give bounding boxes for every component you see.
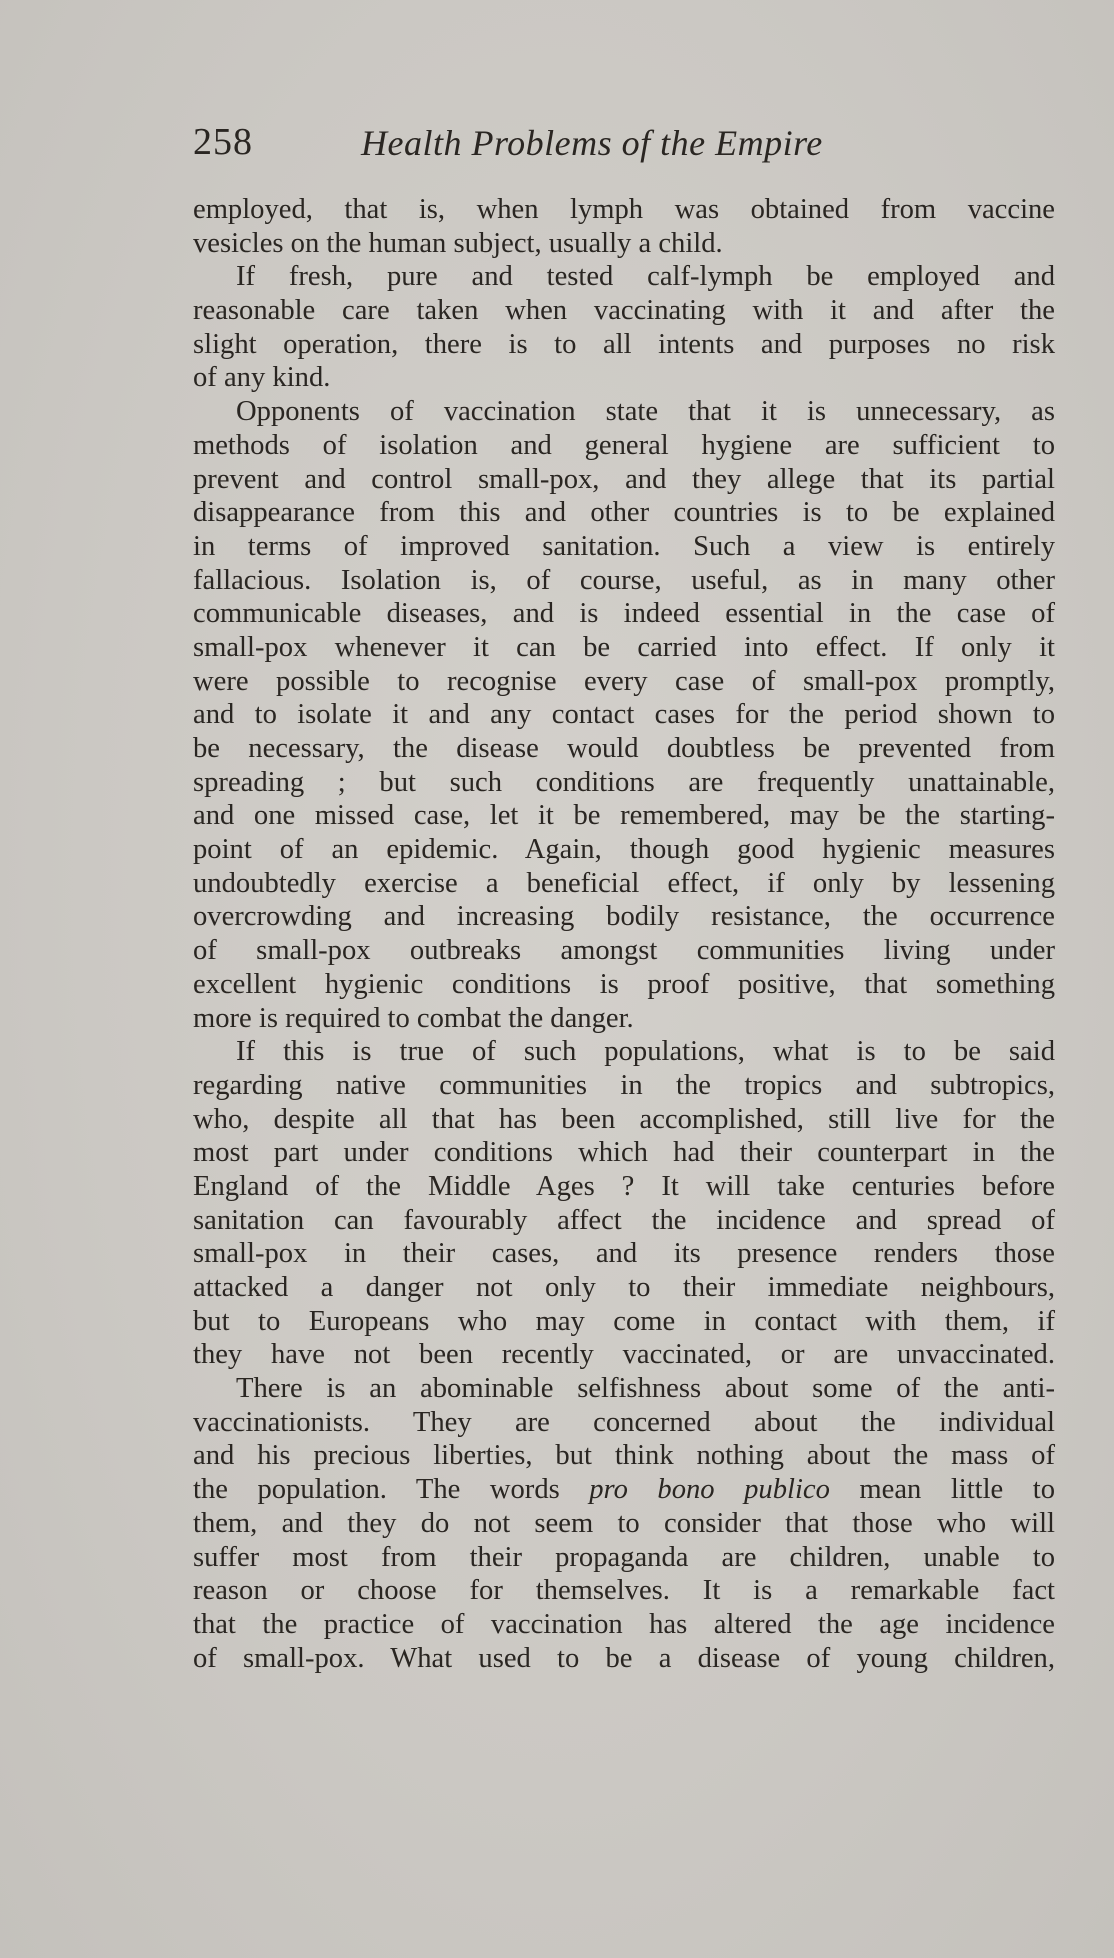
- text-line: be necessary, the disease would doubtless be prevented from: [193, 733, 1055, 764]
- text-line: attacked a danger not only to their immediate neighbours,: [193, 1272, 1055, 1303]
- text-line: reason or choose for themselves. It is a remarkable fact: [193, 1575, 1055, 1607]
- text-line: who, despite all that has been accomplished, still live for the: [193, 1103, 1055, 1135]
- text-line: spreading ; but such conditions are frequently unattainable,: [193, 766, 1055, 798]
- text-line: communicable diseases, and is indeed essential in the case of: [193, 598, 1055, 630]
- text-line: regarding native communities in the tropics and subtropics,: [193, 1069, 1055, 1101]
- text-line: reasonable care taken when vaccinating with it and after the: [193, 295, 1055, 327]
- text-line: [193, 1473, 1055, 1507]
- text-line: If this is true of such populations, what is to be said: [236, 1036, 1055, 1068]
- text-line: of small-pox. What used to be a disease of young children,: [193, 1642, 1055, 1674]
- text-line: overcrowding and increasing bodily resistance, the occurrence: [193, 901, 1055, 933]
- text-line: point of an epidemic. Again, though good hygienic measures: [193, 834, 1055, 866]
- text-line: slight operation, there is to all intents and purposes no risk: [193, 328, 1055, 360]
- text-line: sanitation can favourably affect the incidence and spread of: [193, 1204, 1055, 1236]
- page-number: 258: [193, 121, 253, 163]
- text-line: suffer most from their propaganda are children, unable to: [193, 1541, 1055, 1573]
- text-line: more is required to combat the danger.: [193, 1002, 634, 1034]
- text-line: that the practice of vaccination has altered the age incidence: [193, 1608, 1055, 1640]
- text-line: prevent and control small-pox, and they allege that its partial: [193, 463, 1055, 495]
- text-line: them, and they do not seem to consider that those who will: [193, 1507, 1055, 1539]
- text-line: Opponents of vaccination state that it is unnecessary, as: [236, 396, 1055, 428]
- text-line: vesicles on the human subject, usually a child.: [193, 227, 723, 259]
- text-line: of any kind.: [193, 362, 331, 394]
- body-text: [193, 193, 1055, 1675]
- text-line: most part under conditions which had their counterpart in the: [193, 1137, 1055, 1169]
- italic-phrase: pro bono publico: [589, 1474, 830, 1506]
- text-line: they have not been recently vaccinated, or are unvaccinated.: [193, 1339, 1055, 1371]
- text-line: and one missed case, let it be remembered, may be the starting-: [193, 800, 1055, 832]
- text-line: and to isolate it and any contact cases for the period shown to: [193, 699, 1055, 731]
- text-line: methods of isolation and general hygiene are sufficient to: [193, 429, 1055, 461]
- running-title: Health Problems of the Empire: [361, 123, 823, 163]
- text-segment: mean little to: [829, 1474, 1055, 1506]
- text-line: employed, that is, when lymph was obtained from vaccine: [193, 194, 1055, 225]
- text-line: If fresh, pure and tested calf-lymph be employed and: [236, 261, 1055, 293]
- text-line: in terms of improved sanitation. Such a view is entirely: [193, 530, 1055, 562]
- text-line: of small-pox outbreaks amongst communities living under: [193, 935, 1055, 967]
- page-header: [193, 120, 1063, 180]
- text-line: vaccinationists. They are concerned about the individual: [193, 1406, 1055, 1438]
- text-line: small-pox whenever it can be carried into effect. If only it: [193, 631, 1055, 663]
- text-line: disappearance from this and other countries is to be explained: [193, 497, 1055, 529]
- text-line: England of the Middle Ages ? It will take centuries before: [193, 1170, 1055, 1202]
- text-line: excellent hygienic conditions is proof positive, that something: [193, 968, 1055, 1000]
- text-line: and his precious liberties, but think nothing about the mass of: [193, 1440, 1055, 1472]
- text-segment: the population. The words: [193, 1474, 590, 1506]
- text-line: There is an abominable selfishness about some of the anti-: [236, 1373, 1055, 1405]
- text-line: small-pox in their cases, and its presence renders those: [193, 1238, 1055, 1270]
- text-line: undoubtedly exercise a beneficial effect, if only by lessening: [193, 867, 1055, 899]
- text-line: but to Europeans who may come in contact with them, if: [193, 1305, 1055, 1337]
- text-line: were possible to recognise every case of small-pox promptly,: [193, 665, 1055, 697]
- text-line: fallacious. Isolation is, of course, useful, as in many other: [193, 564, 1055, 596]
